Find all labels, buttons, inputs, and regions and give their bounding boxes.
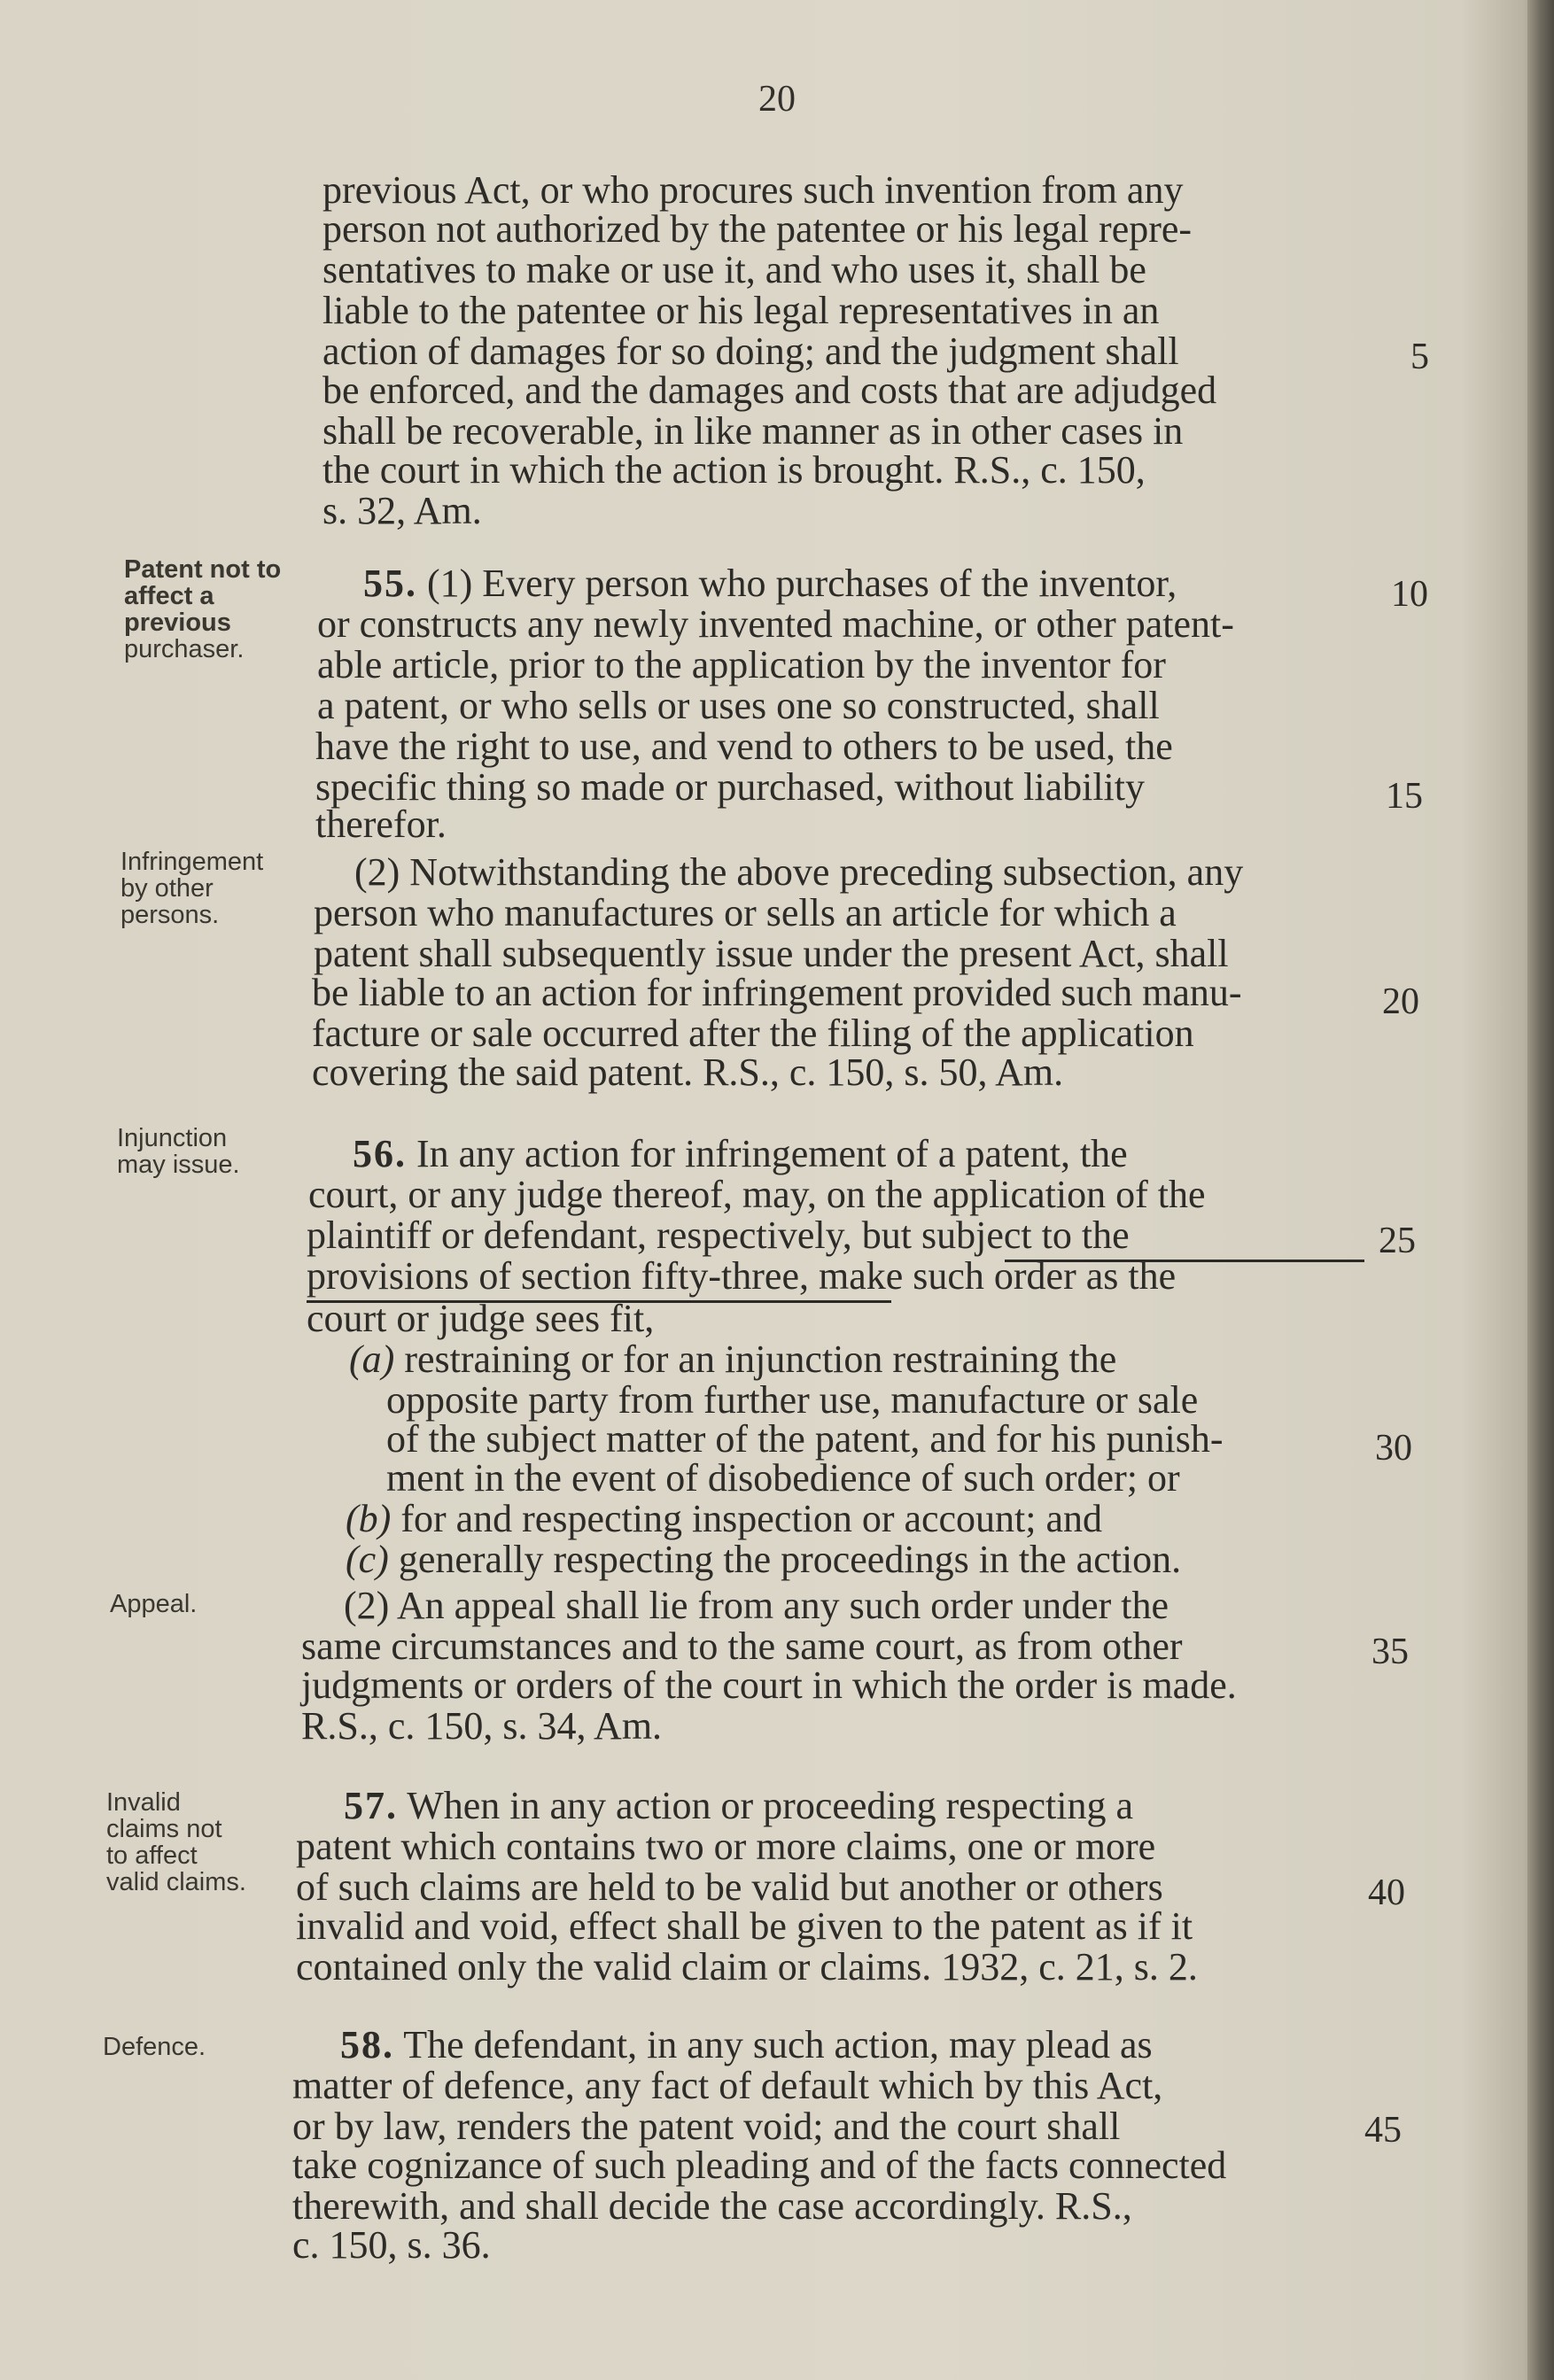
margin-note-infringement-by-others — [120, 849, 263, 928]
text-line — [363, 563, 1177, 604]
line-number: 25 — [1379, 1221, 1416, 1261]
text-line: judgments or orders of the court in which the order is made. — [301, 1663, 1237, 1707]
text-line: person who manufactures or sells an article for which a — [314, 891, 1177, 934]
margin-note-line: Injunction — [117, 1124, 228, 1152]
margin-note-line: previous — [124, 609, 231, 637]
margin-note-line: claims not — [106, 1815, 222, 1843]
text-line: liable to the patentee or his legal representatives in an — [322, 289, 1160, 332]
text-line: patent shall subsequently issue under the present Act, shall — [314, 932, 1229, 975]
margin-note-injunction — [117, 1125, 240, 1178]
margin-note-appeal — [110, 1591, 197, 1617]
margin-note-line: Invalid — [106, 1788, 181, 1817]
clause-label: (c) — [346, 1538, 389, 1581]
text-line: previous Act, or who procures such invention from any — [322, 168, 1184, 212]
text-line: R.S., c. 150, s. 34, Am. — [301, 1704, 663, 1748]
book-spine — [1527, 0, 1554, 2380]
text-line: same circumstances and to the same court, as from other — [301, 1624, 1183, 1668]
text-line: of such claims are held to be valid but another or others — [296, 1865, 1163, 1909]
text-span: In any action for infringement of a patent, the — [407, 1132, 1128, 1175]
text-line: be liable to an action for infringement provided such manu- — [312, 971, 1242, 1014]
text-span: When in any action or proceeding respecting a — [398, 1784, 1133, 1827]
margin-note-line: affect a — [124, 582, 214, 610]
page-number: 20 — [758, 79, 796, 120]
line-number: 45 — [1364, 2110, 1402, 2151]
text-span: generally respecting the proceedings in the action. — [388, 1538, 1182, 1581]
text-line: take cognizance of such pleading and of the facts connected — [292, 2144, 1227, 2187]
line-number: 30 — [1375, 1428, 1412, 1469]
text-line: shall be recoverable, in like manner as in other cases in — [322, 409, 1184, 453]
text-line: court or judge sees fit, — [307, 1297, 655, 1340]
section-number: 56. — [353, 1132, 407, 1175]
text-line: action of damages for so doing; and the judgment shall — [322, 329, 1179, 373]
text-line: invalid and void, effect shall be given to the patent as if it — [296, 1904, 1193, 1948]
section-number: 55. — [363, 562, 417, 605]
text-span: The defendant, in any such action, may plead as — [394, 2023, 1153, 2066]
line-number: 15 — [1386, 776, 1423, 817]
margin-note-line: valid claims. — [106, 1868, 246, 1896]
text-line: therefor. — [315, 802, 447, 846]
text-line — [344, 1786, 1133, 1826]
text-line: court, or any judge thereof, may, on the application of the — [308, 1173, 1206, 1216]
text-line: or by law, renders the patent void; and the court shall — [292, 2105, 1121, 2148]
margin-note-line: to affect — [106, 1841, 198, 1870]
text-line: ment in the event of disobedience of such order; or — [386, 1456, 1180, 1500]
text-line: therewith, and shall decide the case accordingly. R.S., — [292, 2184, 1132, 2228]
text-span: restraining or for an injunction restraining the — [394, 1337, 1117, 1381]
text-line: s. 32, Am. — [322, 489, 482, 532]
text-line: c. 150, s. 36. — [292, 2223, 491, 2267]
text-line — [340, 2025, 1153, 2066]
margin-note-invalid-claims — [106, 1789, 246, 1895]
text-line: (2) Notwithstanding the above preceding subsection, any — [354, 850, 1244, 894]
text-line: a patent, or who sells or uses one so constructed, shall — [317, 684, 1160, 727]
text-line: matter of defence, any fact of default which by this Act, — [292, 2064, 1163, 2107]
text-line: provisions of section fifty-three, make such order as the — [307, 1254, 1177, 1298]
text-line: the court in which the action is brought. R.S., c. 150, — [322, 448, 1146, 492]
margin-note-line: Defence. — [103, 2033, 206, 2061]
text-line: (2) An appeal shall lie from any such order under the — [344, 1584, 1169, 1627]
clause-label: (a) — [349, 1337, 395, 1381]
line-number: 5 — [1410, 337, 1429, 377]
clause-label: (b) — [346, 1497, 392, 1540]
text-line: have the right to use, and vend to others to be used, the — [315, 725, 1173, 768]
margin-note-line: purchaser. — [124, 635, 245, 663]
text-line: covering the said patent. R.S., c. 150, s. 50, Am. — [312, 1050, 1064, 1094]
text-line: person not authorized by the patentee or his legal repre- — [322, 207, 1193, 251]
text-line: plaintiff or defendant, respectively, but subject to the — [307, 1213, 1130, 1257]
section-number: 58. — [340, 2023, 394, 2066]
text-span: for and respecting inspection or account; and — [391, 1497, 1103, 1540]
text-line: contained only the valid claim or claims. 1932, c. 21, s. 2. — [296, 1945, 1198, 1989]
text-line — [349, 1339, 1116, 1380]
margin-note-patent-not-to-affect — [124, 556, 281, 663]
line-number: 35 — [1371, 1632, 1409, 1672]
text-line: sentatives to make or use it, and who uses it, shall be — [322, 248, 1146, 291]
line-number: 40 — [1368, 1872, 1405, 1913]
text-line: opposite party from further use, manufacture or sale — [386, 1378, 1199, 1422]
margin-note-defence — [103, 2034, 206, 2060]
text-line: able article, prior to the application by the inventor for — [317, 643, 1166, 686]
text-line: patent which contains two or more claims, one or more — [296, 1825, 1156, 1868]
text-line — [346, 1499, 1102, 1539]
margin-note-line: Patent not to — [124, 555, 282, 584]
text-line: facture or sale occurred after the filing of the application — [312, 1012, 1194, 1055]
text-span: (1) Every person who purchases of the inventor, — [417, 562, 1177, 605]
line-number: 20 — [1382, 981, 1419, 1022]
text-line: be enforced, and the damages and costs that are adjudged — [322, 368, 1217, 412]
margin-note-line: by other — [120, 874, 214, 903]
text-line: of the subject matter of the patent, and for his punish- — [386, 1417, 1224, 1461]
margin-note-line: persons. — [120, 901, 220, 929]
section-number: 57. — [344, 1784, 398, 1827]
text-line: or constructs any newly invented machine, or other patent- — [317, 602, 1234, 646]
margin-note-line: Appeal. — [110, 1590, 198, 1618]
margin-note-line: may issue. — [117, 1151, 240, 1179]
line-number: 10 — [1391, 574, 1428, 615]
margin-note-line: Infringement — [120, 848, 264, 876]
text-line — [346, 1539, 1181, 1580]
text-line — [353, 1134, 1128, 1174]
text-line: specific thing so made or purchased, without liability — [315, 765, 1146, 809]
